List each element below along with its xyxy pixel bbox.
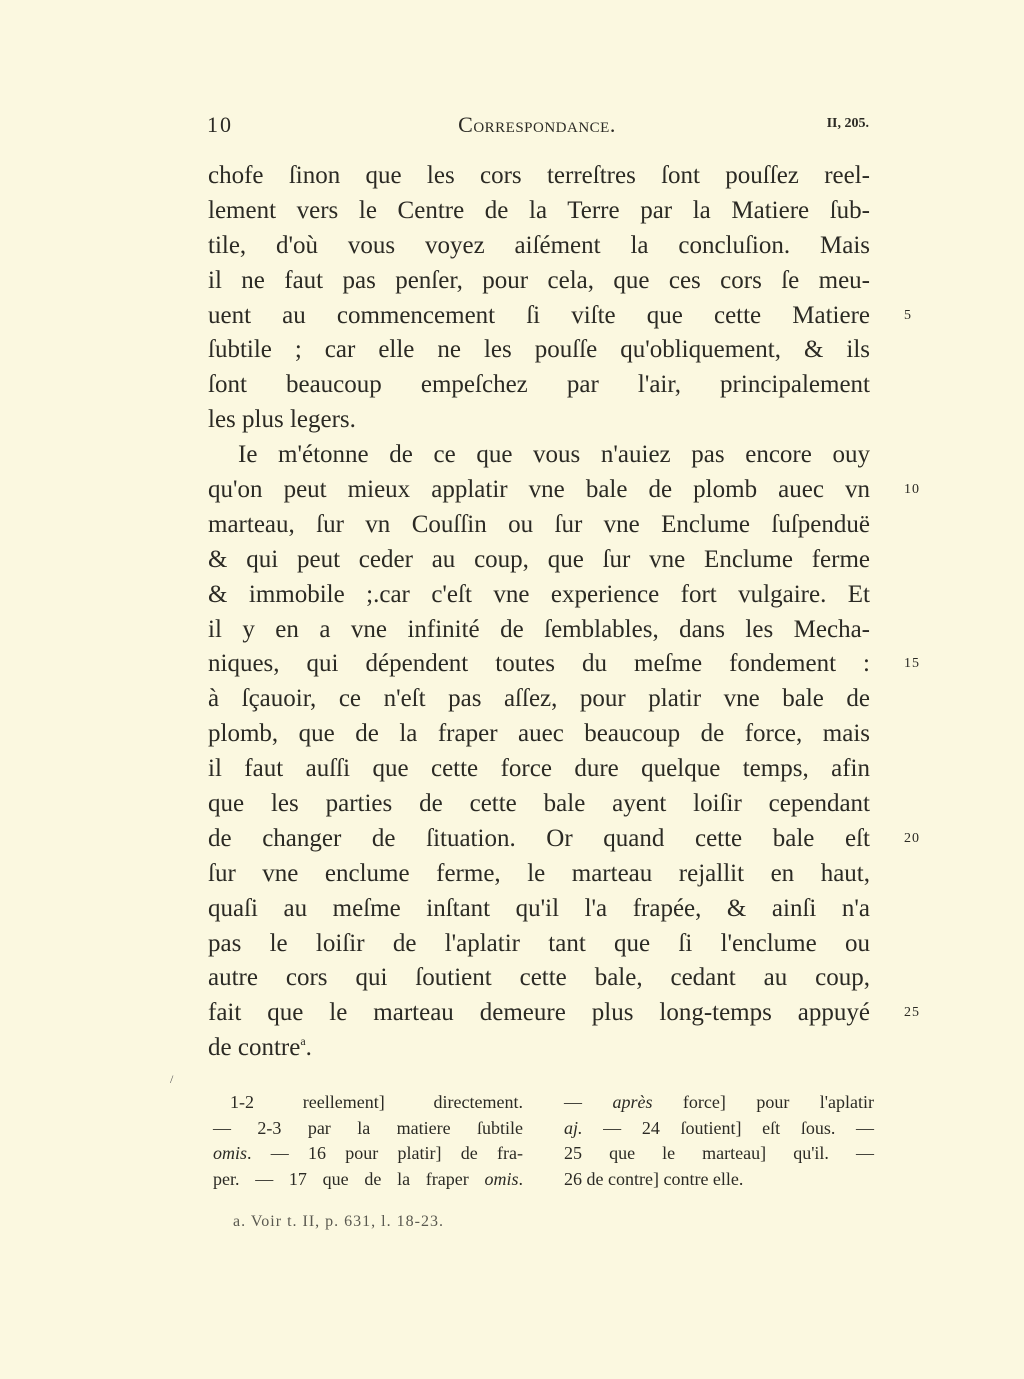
variant-line (213, 1141, 523, 1167)
text-line (208, 403, 870, 438)
footnote-reference[interactable]: a (300, 1034, 306, 1049)
variant-text: 25 que le marteau] qu'il. — (564, 1143, 874, 1163)
variant-text: — (564, 1092, 613, 1112)
variant-line (213, 1090, 523, 1116)
line-text: Ie m'étonne de ce que vous n'auiez pas encore ouy (238, 441, 870, 469)
line-text: de contre (208, 1034, 301, 1062)
footnote: a. Voir t. II, p. 631, l. 18-23. (233, 1213, 444, 1230)
variant-text: — 2-3 par la matiere ſubtile (213, 1117, 523, 1138)
running-title: Correspondance. (458, 112, 616, 137)
line-text: autre cors qui ſoutient cette bale, cedant au coup, (208, 964, 870, 992)
variant-line (564, 1090, 874, 1116)
line-text: qu'on peut mieux applatir vne bale de plomb auec vn (208, 476, 870, 504)
line-number: 5 (904, 307, 912, 323)
text-line (208, 473, 920, 508)
line-text: & immobile ;.car c'eſt vne experience fort vulgaire. Et (208, 580, 870, 608)
variant-text: . — 16 pour platir] de fra- (247, 1143, 523, 1163)
line-text: il y en a vne infinité de ſemblables, dans les Mecha- (208, 615, 870, 643)
variant-text: . (518, 1168, 523, 1189)
text-line (208, 543, 870, 578)
variant-text: force] pour l'aplatir (652, 1092, 874, 1112)
text-line (208, 961, 870, 996)
margin-mark: / (170, 1072, 174, 1086)
variant-text: per. — 17 que de la fraper (213, 1168, 485, 1189)
line-text: que les parties de cette bale ayent loiſir cependant (208, 790, 870, 818)
line-number: 25 (904, 1005, 920, 1021)
text-line (208, 159, 870, 194)
variant-line (564, 1141, 874, 1167)
line-number: 15 (904, 656, 920, 672)
line-text: il faut auſſi que cette force dure quelque temps, afin (208, 755, 870, 783)
text-line (208, 647, 920, 682)
text-line (208, 229, 870, 264)
variant-italic-text: omis (213, 1143, 248, 1163)
text-line (208, 787, 870, 822)
line-text: pas le loiſir de l'aplatir tant que ſi l'enclume ou (208, 929, 870, 957)
variant-line (564, 1167, 874, 1193)
variant-line (213, 1167, 523, 1193)
line-text: ſubtile ; car elle ne les pouſſe qu'obliquement, & ils (208, 336, 870, 364)
variant-text: — 24 ſoutient] eſt ſous. — (582, 1117, 874, 1138)
text-line (208, 892, 870, 927)
text-line (208, 682, 870, 717)
line-number: 20 (904, 830, 920, 846)
variant-line (564, 1116, 874, 1142)
variant-italic-text: après (612, 1092, 653, 1112)
text-line (208, 438, 870, 473)
text-line (208, 822, 920, 857)
final-period: . (305, 1034, 312, 1062)
text-line (208, 578, 870, 613)
body-text (208, 159, 920, 1066)
text-line (208, 996, 920, 1031)
line-text: il ne faut pas penſer, pour cela, que ces cors ſe meu- (208, 266, 870, 294)
line-text: ſont beaucoup empeſchez par l'air, principalement (208, 371, 870, 399)
line-text: marteau, ſur vn Couſſin ou ſur vne Enclume ſuſpenduë (208, 510, 870, 538)
volume-reference: II, 205. (826, 116, 869, 131)
running-head (207, 112, 869, 144)
text-line (208, 613, 870, 648)
text-line (208, 368, 870, 403)
line-text: ſur vne enclume ferme, le marteau rejallit en haut, (208, 859, 870, 887)
text-line (208, 1031, 870, 1066)
variant-text: 1-2 reellement] directement. (230, 1092, 523, 1112)
line-text: fait que le marteau demeure plus long-temps appuyé (208, 999, 870, 1027)
line-text: quaſi au meſme inſtant qu'il l'a frapée, & ainſi n'a (208, 894, 870, 922)
line-text: plomb, que de la fraper auec beaucoup de force, mais (208, 720, 870, 748)
text-line (208, 927, 870, 962)
line-text: chofe ſinon que les cors terreſtres ſont pouſſez reel- (208, 162, 870, 189)
text-line (208, 752, 870, 787)
text-line (208, 299, 912, 334)
line-text: niques, qui dépendent toutes du meſme fondement : (208, 650, 870, 678)
line-text: à ſçauoir, ce n'eſt pas aſſez, pour platir vne bale de (208, 685, 870, 713)
line-text: tile, d'où vous voyez aiſément la concluſion. Mais (208, 231, 870, 259)
line-text: uent au commencement ſi viſte que cette Matiere (208, 301, 870, 329)
variants-right-column (564, 1090, 874, 1192)
page-number: 10 (207, 112, 233, 137)
variant-text: 26 de contre] contre elle. (564, 1168, 744, 1189)
text-line (208, 508, 870, 543)
line-number: 10 (904, 482, 920, 498)
line-text: lement vers le Centre de la Terre par la Matiere ſub- (208, 196, 870, 224)
variants-left-column (213, 1090, 523, 1192)
variant-italic-text: omis (484, 1168, 519, 1189)
line-text: de changer de ſituation. Or quand cette bale eſt (208, 824, 870, 852)
text-line (208, 264, 870, 299)
text-line (208, 333, 870, 368)
text-line (208, 857, 870, 892)
text-line (208, 194, 870, 229)
variant-italic-text: aj. (564, 1117, 583, 1138)
line-text: & qui peut ceder au coup, que ſur vne Enclume ferme (208, 545, 870, 573)
variant-line (213, 1116, 523, 1142)
text-line (208, 717, 870, 752)
line-text: les plus legers. (208, 406, 356, 434)
